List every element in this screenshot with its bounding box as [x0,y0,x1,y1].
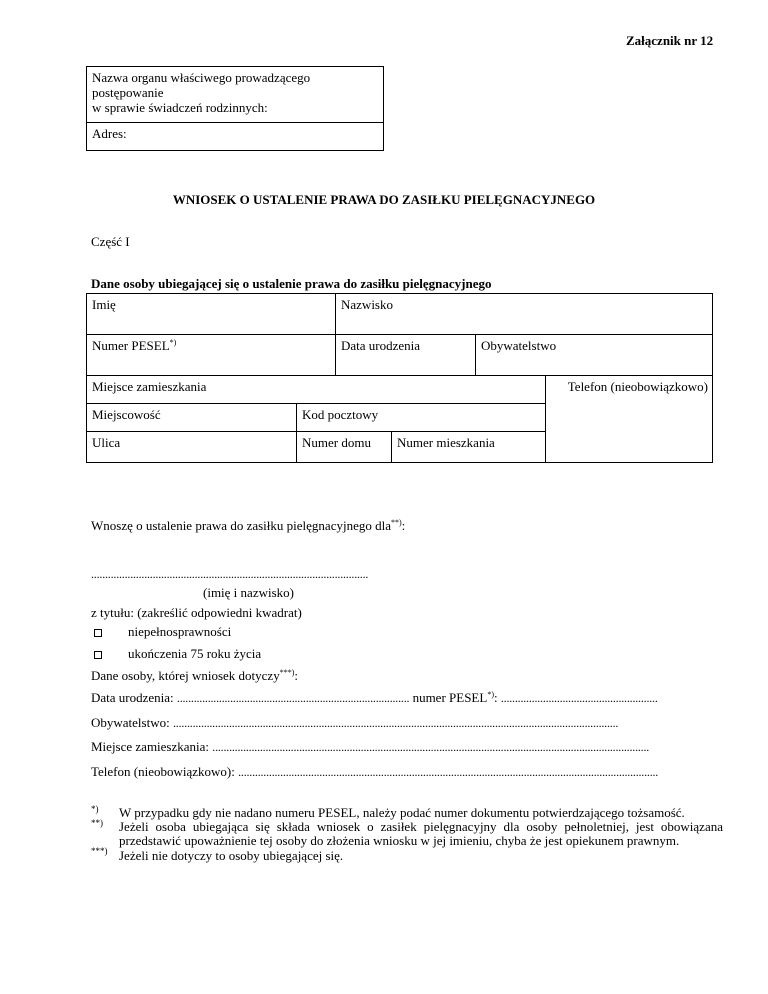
apartment-number-label: Numer mieszkania [397,435,495,450]
apartment-number-field[interactable] [391,431,546,463]
locality-field[interactable] [86,403,297,432]
person-heading-text: Dane osoby, której wniosek dotyczy [91,668,280,683]
last-name-field[interactable] [335,293,713,335]
footnote-2-text: Jeżeli osoba ubiegająca się składa wniosek o zasiłek pielęgnacyjny dla osoby pełnoletniej, jest obowiązana przedstawić upoważnienie tej osoby do złożenia wniosku w jej imieniu, chyba że jest opiekunem prawnym. [119,819,723,848]
organ-name-label-line2: postępowanie [92,85,164,100]
organ-address-field[interactable] [86,122,384,151]
postal-code-field[interactable] [296,403,546,432]
pesel-footnote-mark: *) [169,338,177,347]
person-citizenship-row [91,715,618,731]
form-title: WNIOSEK O USTALENIE PRAWA DO ZASIŁKU PIELĘGNACYJNEGO [172,192,596,207]
person-pesel-field[interactable]: ........................................................ [500,691,658,705]
request-text: Wnoszę o ustalenie prawa do zasiłku pielęgnacyjnego dla [91,518,391,533]
request-footnote-mark: **) [390,518,402,527]
person-birth-row [91,690,658,706]
disability-checkbox[interactable] [94,629,102,637]
birth-date-label: Data urodzenia [341,338,421,353]
street-field[interactable] [86,431,297,463]
last-name-label: Nazwisko [341,297,393,312]
footnote-3-mark: ***) [91,846,108,856]
organ-name-label-line1: Nazwa organu właściwego prowadzącego [92,70,311,85]
birth-date-field[interactable] [335,334,476,376]
beneficiary-name-line[interactable]: ................................................................................................... [91,567,369,581]
person-heading-colon: : [294,668,298,683]
citizenship-label: Obywatelstwo [481,338,557,353]
footnote-1-mark: *) [91,804,99,814]
footnote-2-mark: **) [91,818,103,828]
person-phone-row [91,764,658,780]
person-phone-label: Telefon (nieobowiązkowo): [91,764,235,779]
annex-number: Załącznik nr 12 [626,33,714,48]
section-heading: Dane osoby ubiegającej się o ustalenie prawa do zasiłku pielęgnacyjnego [91,276,492,291]
basis-instruction: z tytułu: (zakreślić odpowiedni kwadrat) [91,605,302,620]
house-number-field[interactable] [296,431,392,463]
phone-field[interactable] [545,375,713,463]
postal-code-label: Kod pocztowy [302,407,379,422]
person-residence-label: Miejsce zamieszkania: [91,739,210,754]
age-75-label: ukończenia 75 roku życia [128,646,262,661]
request-colon: : [401,518,406,533]
organ-name-label-line3: w sprawie świadczeń rodzinnych: [92,100,268,115]
person-citizenship-field[interactable]: ............................................................................................................................................................... [172,716,619,730]
person-pesel-label: numer PESEL [412,690,488,705]
person-footnote-mark: ***) [279,668,295,677]
age-75-checkbox[interactable] [94,651,102,659]
beneficiary-name-hint: (imię i nazwisko) [203,585,294,600]
footnote-3-text: Jeżeli nie dotyczy to osoby ubiegającej się. [119,848,344,863]
disability-label: niepełnosprawności [128,624,232,639]
phone-label: Telefon (nieobowiązkowo) [567,379,708,394]
footnote-1-text: W przypadku gdy nie nadano numeru PESEL, należy podać numer dokumentu potwierdzającego tożsamość. [119,805,685,820]
pesel-label: Numer PESEL*) [92,338,177,353]
person-residence-field[interactable]: ............................................................................................................................................................ [212,740,650,754]
house-number-label: Numer domu [302,435,371,450]
person-birth-field[interactable]: ................................................................................... [176,691,410,705]
person-heading [91,668,298,684]
organ-address-label: Adres: [92,126,127,141]
request-statement [91,518,405,534]
person-citizenship-label: Obywatelstwo: [91,715,170,730]
person-phone-field[interactable]: ...................................................................................................................................................... [238,765,659,779]
person-pesel-footnote-mark: *) [487,690,494,699]
street-label: Ulica [92,435,121,450]
person-pesel-colon: : [493,690,498,705]
locality-label: Miejscowość [92,407,161,422]
part-label: Część I [91,234,130,249]
person-residence-row [91,739,649,755]
citizenship-field[interactable] [475,334,713,376]
pesel-field[interactable] [86,334,336,376]
organ-name-field[interactable] [86,66,384,123]
residence-label: Miejsce zamieszkania [92,379,207,394]
person-birth-label: Data urodzenia: [91,690,174,705]
first-name-field[interactable] [86,293,336,335]
first-name-label: Imię [92,297,116,312]
